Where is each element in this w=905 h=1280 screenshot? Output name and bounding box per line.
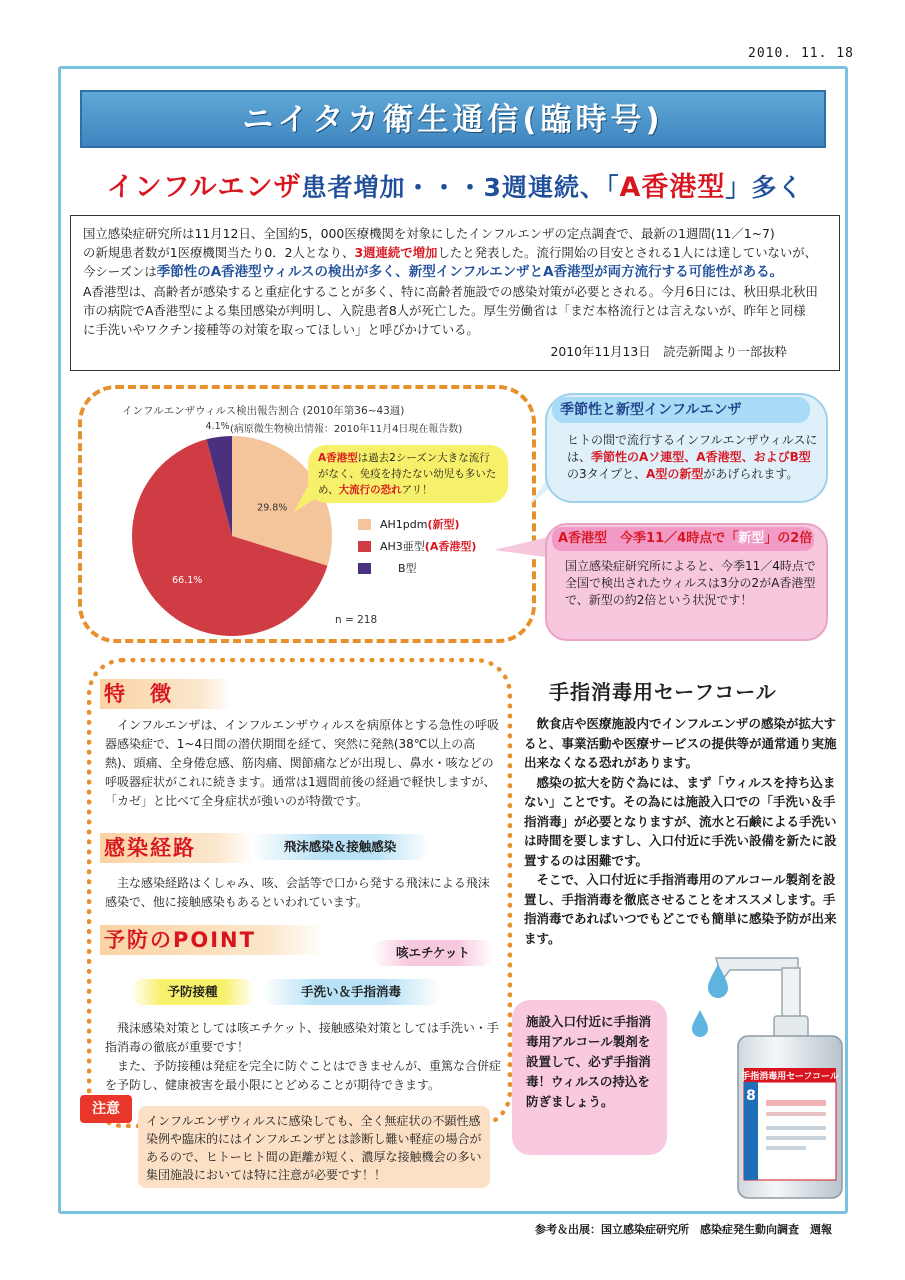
news-highlight: 季節性のA香港型ウィルスの検出が多く、新型インフルエンザとA香港型が両方流行する可能性がある。 [156,264,784,280]
tip-box: 施設入口付近に手指消毒用アルコール製剤を設置して、必ず手指消毒！ウィルスの持込を防ぎましょう。 [512,1000,667,1155]
seasonal-t5: があげられます。 [703,467,799,481]
callout-a: A香港型 [318,452,358,464]
issue-date: 2010. 11. 18 [748,46,854,61]
callout-d: アリ！ [401,484,433,496]
footer-reference: 参考＆出展：国立感染症研究所 感染症発生動向調査 週報 [535,1223,832,1236]
legend-swatch [358,541,371,552]
headline-hongkong: A香港型 [619,172,726,203]
hongkong-callout [308,445,508,503]
safecall-title: 手指消毒用セーフコール [549,680,777,704]
safecall-paragraph: そこで、入口付近に手指消毒用のアルコール製剤を設置し、手指消毒を徹底させることをオススメします。手指消毒であればいつでもどこでも簡単に感染予防が出来ます。 [524,872,837,946]
news-article [70,215,840,371]
seasonal-t2: 季節性のAソ連型、A香港型、およびB型 [591,450,811,464]
news-text: の新規患者数が1医療機関当たり0．2人となり、 [83,245,355,260]
bottle-label: 手指消毒用セーフコール [741,1072,839,1082]
pie-slice-label: 4.1% [205,420,230,432]
callout-c: 大流行の恐れ [338,484,402,496]
news-line [83,243,827,262]
features-title: 特 徴 [100,679,232,709]
safecall-paragraph: 感染の拡大を防ぐ為には、まず「ウィルスを持ち込まない」ことです。その為には施設入口での「手洗い＆手指消毒」が必要となりますが、流水と石鹸による手洗いは時間を要しますし、入口付近に手洗い設備を新たに設置するのは困難です。 [524,774,837,868]
legend-swatch [358,563,371,574]
headline-increase: 患者増加・・・3週連続、「 [301,173,620,202]
news-line: 国立感染症研究所は11月12日、全国約5，000医療機関を対象にしたインフルエンザの定点調査で、最新の1週間(11／1~7) [83,226,775,241]
route-title: 感染経路 [100,833,254,863]
hongkong-title [552,527,814,551]
pie-slice-label: 66.1% [172,574,203,586]
pie-slice-label: 29.8% [257,502,288,514]
legend-label: B型 [398,562,417,575]
seasonal-t3: の3タイプと、 [567,467,647,481]
hongkong-title-c: 」の2倍 [764,531,813,546]
route-text: 主な感染経路はくしゃみ、咳、会話等で口から発する飛沫による飛沫感染で、他に接触感染もあるといわれています。 [105,876,490,909]
news-source: 2010年11月13日 読売新聞より一部抜粋 [550,344,787,359]
news-line: 市の病院でA香港型による集団感染が判明し、入院患者8人が死亡した。厚生労働省は「まだ本格流行とは言えないが、昨年と同様 [83,303,806,318]
headline-flu: インフルエンザ [106,172,302,203]
legend-label: AH3亜型 [380,540,425,553]
route-pill: 飛沫感染＆接触感染 [250,834,430,860]
newsletter-title: ニイタカ衛生通信(臨時号) [80,90,826,148]
legend-label: AH1pdm [380,517,428,531]
legend-swatch [358,519,371,530]
features-text: インフルエンザは、インフルエンザウィルスを病原体とする急性の呼吸器感染症で、1~4日間の潜伏期間を経て、突然に発熱(38℃以上の高熱)、頭痛、全身倦怠感、筋肉痛、関節痛などが出現し、鼻水・咳などの呼吸器症状がこれに続きます。通常は1週間前後の経過で軽快しますが、「カゼ」と比べて全身症状が強いのが特徴です。 [105,718,499,808]
seasonal-title: 季節性と新型インフルエンザ [552,397,810,423]
vaccination-pill: 予防接種 [130,979,255,1005]
seasonal-t4: A型の新型 [646,467,704,481]
seasonal-t1: ヒトの間で流行するインフルエンザウィルスには、 [567,433,818,464]
news-text: 今シーズンは [83,264,157,279]
headline [70,165,840,204]
chart-legend [358,516,476,576]
legend-item [358,538,476,554]
chart-title: インフルエンザウィルス検出報告割合 (2010年第36~43週) [122,405,405,417]
caution-tag: 注意 [80,1095,132,1123]
news-line: に手洗いやワクチン接種等の対策を取ってほしい」と呼びかけている。 [83,322,479,337]
caution-text: インフルエンザウィルスに感染しても、全く無症状の不顕性感染例や臨床的にはインフルエンザとは診断し難い軽症の場合があるので、ヒトーヒト間の距離が短く、濃厚な接触機会の多い集団施設においては特に注意が必要です！！ [138,1106,490,1188]
droplets-icon [690,960,740,1060]
hongkong-title-a: A香港型 今季11／4時点で「 [558,531,739,546]
news-highlight: 3週連続で増加 [354,245,438,260]
news-text: したと発表した。流行開始の目安とされる1人には達していないが、 [437,245,818,260]
news-line: A香港型は、高齢者が感染すると重症化することが多く、特に高齢者施設での感染対策が必要とされる。今月6日には、秋田県北秋田 [83,284,818,299]
headline-many: 」多く [725,173,804,202]
callout-b: は過去2シーズン大きな流行がなく、免疫を持たない幼児も多いため、 [318,452,497,496]
bottle-number: 8 [746,1088,756,1104]
prevention-title: 予防のPOINT [100,925,324,955]
hongkong-title-b: 新型 [738,531,765,546]
legend-tag: (A香港型) [424,540,477,553]
seasonal-text [567,432,819,483]
sample-size: n = 218 [335,614,378,626]
chart-subtitle: (病原微生物検出情報：2010年11月4日現在報告数) [230,424,463,435]
legend-item [358,560,476,576]
safecall-body [524,714,839,948]
legend-item [358,516,476,532]
prevention-text-1: 飛沫感染対策としては咳エチケット、接触感染対策としては手洗い・手指消毒の徹底が重要です！ [105,1021,499,1054]
news-line [83,262,827,282]
safecall-paragraph: 飲食店や医療施設内でインフルエンザの感染が拡大すると、事業活動や医療サービスの提供等が通常通り実施出来なくなる恐れがあります。 [524,716,837,770]
handwash-pill: 手洗い＆手指消毒 [262,979,440,1005]
prevention-text-2: また、予防接種は発症を完全に防ぐことはできませんが、重篤な合併症を予防し、健康被害を最小限にとどめることが期待できます。 [105,1059,502,1092]
cough-etiquette-pill: 咳エチケット [372,940,494,966]
legend-tag: (新型) [427,518,460,531]
hongkong-text: 国立感染症研究所によると、今季11／4時点で全国で検出されたウィルスは3分の2がA香港型で、新型の約2倍という状況です！ [565,559,816,607]
